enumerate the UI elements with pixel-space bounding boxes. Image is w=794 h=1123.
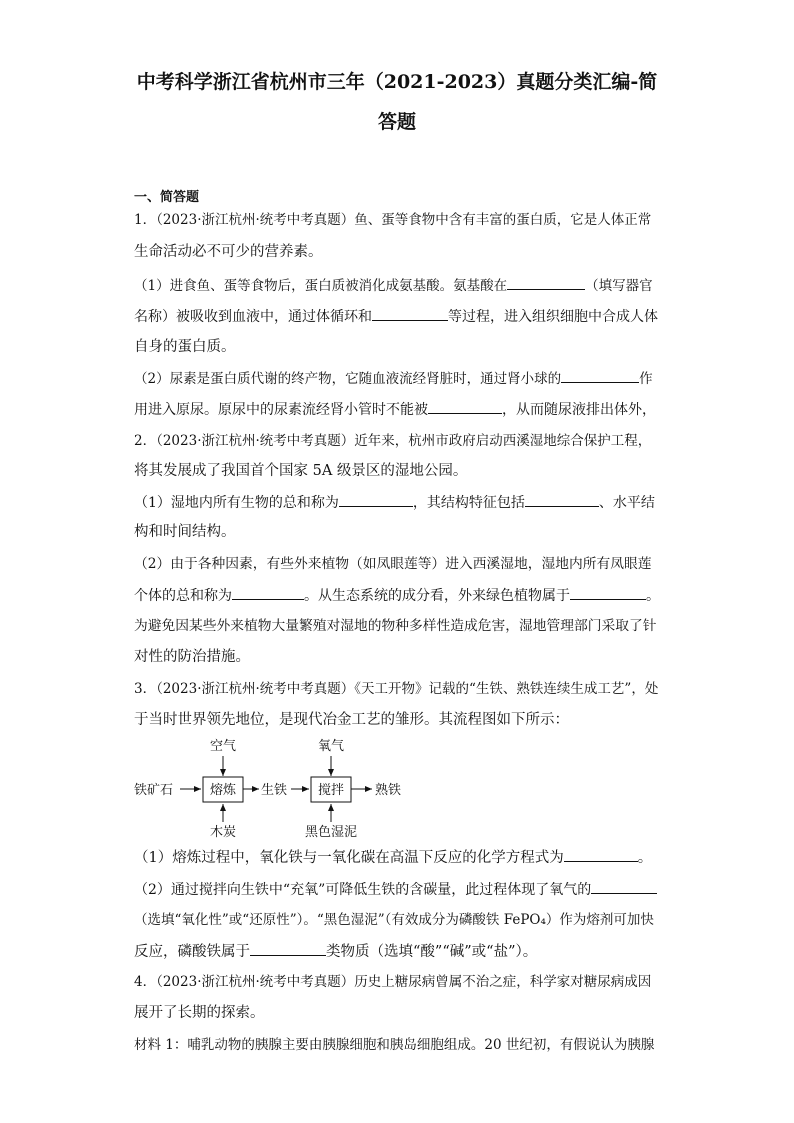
q2-part2-line-2: [134, 585, 660, 606]
q2-part2-line-4: 对性的防治措施。: [134, 649, 250, 665]
q1-part1-line-1: [134, 275, 653, 296]
q3-p2-text-d: 类物质（选填“酸”“碱”或“盐”）。: [326, 944, 538, 960]
document-title: [60, 62, 734, 142]
title-line-2: 答题: [377, 111, 416, 133]
q3-part2-line-3: [134, 941, 537, 962]
q2-p2-text-d: 。: [646, 588, 660, 604]
q2-p2-text-c: 。从生态系统的成分看，外来绿色植物属于: [304, 588, 570, 604]
q3-p1-text-a: （1）熔炼过程中，氧化铁与一氧化碳在高温下反应的化学方程式为: [134, 850, 564, 866]
q1-part1-line-2: [134, 306, 658, 327]
pig-iron-label: 生铁: [261, 783, 288, 798]
q1-p2-text-d: ，从而随尿液排出体外，: [502, 402, 656, 418]
answer-blank[interactable]: [507, 275, 585, 290]
mud-label: 黑色湿泥: [304, 825, 358, 840]
q1-line-2: 生命活动必不可少的营养素。: [134, 244, 323, 260]
section-heading: 一、简答题: [134, 190, 200, 205]
answer-blank[interactable]: [525, 492, 599, 507]
q2-p1-text-b: ，其结构特征包括: [412, 495, 525, 511]
q2-p1-text-a: （1）湿地内所有生物的总和称为: [134, 495, 339, 511]
answer-blank[interactable]: [372, 306, 448, 321]
title-line-1: 中考科学浙江省杭州市三年（2021-2023）真题分类汇编-简: [136, 71, 658, 93]
q2-line-1: 2．（2023·浙江杭州·统考中考真题）近年来，杭州市政府启动西溪湿地综合保护工程，: [134, 433, 652, 449]
q1-p1-text-a: （1）进食鱼、蛋等食物后，蛋白质被消化成氨基酸。氨基酸在: [134, 278, 508, 294]
q1-p1-text-b: （填写器官: [585, 278, 653, 294]
q2-part2-line-3: 为避免因某些外来植物大量繁殖对湿地的物种多样性造成危害，湿地管理部门采取了针: [134, 618, 657, 634]
q1-p1-text-c: 名称）被吸收到血液中，通过体循环和: [134, 309, 372, 325]
q3-p2-text-c: 反应，磷酸铁属于: [134, 944, 250, 960]
process-flow-diagram: [134, 732, 402, 842]
q4-line-3: 材料 1：哺乳动物的胰腺主要由胰腺细胞和胰岛细胞组成。20 世纪初，有假说认为胰腺: [134, 1037, 655, 1053]
answer-blank[interactable]: [570, 585, 646, 600]
oxygen-label: 氧气: [317, 739, 345, 754]
q3-part2-line-2: （选填“氧化性”或“还原性”）。“黑色湿泥”（有效成分为磷酸铁 FePO₄）作为熔剂可加快: [134, 912, 654, 928]
q1-line-1: 1．（2023·浙江杭州·统考中考真题）鱼、蛋等食物中含有丰富的蛋白质，它是人体正常: [134, 212, 652, 228]
q1-part1-line-3: 自身的蛋白质。: [134, 339, 236, 355]
q2-p2-text-b: 个体的总和称为: [134, 588, 232, 604]
q3-part2-line-1: [134, 879, 657, 900]
q3-p1-text-b: 。: [637, 850, 653, 866]
answer-blank[interactable]: [591, 879, 657, 894]
q2-part2-line-1: （2）由于各种因素，有些外来植物（如凤眼莲等）进入西溪湿地，湿地内所有凤眼莲: [134, 556, 652, 572]
ore-label: 铁矿石: [134, 783, 174, 798]
q1-part2-line-1: [134, 368, 653, 389]
q3-part1-line-1: [134, 847, 652, 868]
q2-line-2: 将其发展成了我国首个国家 5A 级景区的湿地公园。: [134, 463, 468, 479]
answer-blank[interactable]: [564, 847, 638, 862]
q4-line-1: 4．（2023·浙江杭州·统考中考真题）历史上糖尿病曾属不治之症，科学家对糖尿病成因: [134, 974, 652, 990]
q1-p2-text-b: 作: [639, 371, 653, 387]
q2-part1-line-2: 构和时间结构。: [134, 524, 236, 540]
stir-label: 搅拌: [317, 783, 345, 798]
smelt-label: 熔炼: [209, 783, 237, 798]
q3-line-2: 于当时世界领先地位，是现代冶金工艺的雏形。其流程图如下所示：: [134, 712, 569, 728]
answer-blank[interactable]: [428, 399, 502, 414]
q1-p2-text-c: 用进入原尿。原尿中的尿素流经肾小管时不能被: [134, 402, 428, 418]
q3-p2-text-a: （2）通过搅拌向生铁中“充氧”可降低生铁的含碳量，此过程体现了氧气的: [134, 882, 592, 898]
q1-p2-text-a: （2）尿素是蛋白质代谢的终产物，它随血液流经肾脏时，通过肾小球的: [134, 371, 562, 387]
q1-part2-line-2: [134, 399, 656, 420]
q2-part1-line-1: [134, 492, 655, 513]
q4-line-2: 展开了长期的探索。: [134, 1005, 265, 1021]
answer-blank[interactable]: [339, 492, 413, 507]
answer-blank[interactable]: [561, 368, 639, 383]
answer-blank[interactable]: [250, 941, 326, 956]
air-label: 空气: [209, 739, 237, 754]
charcoal-label: 木炭: [209, 825, 237, 840]
q2-p1-text-c: 、水平结: [598, 495, 655, 511]
q1-p1-text-d: 等过程，进入组织细胞中合成人体: [448, 309, 658, 325]
q3-line-1: 3．（2023·浙江杭州·统考中考真题）《天工开物》记载的“生铁、熟铁连续生成工艺”，处: [134, 681, 659, 697]
answer-blank[interactable]: [232, 585, 304, 600]
wrought-iron-label: 熟铁: [375, 783, 402, 798]
